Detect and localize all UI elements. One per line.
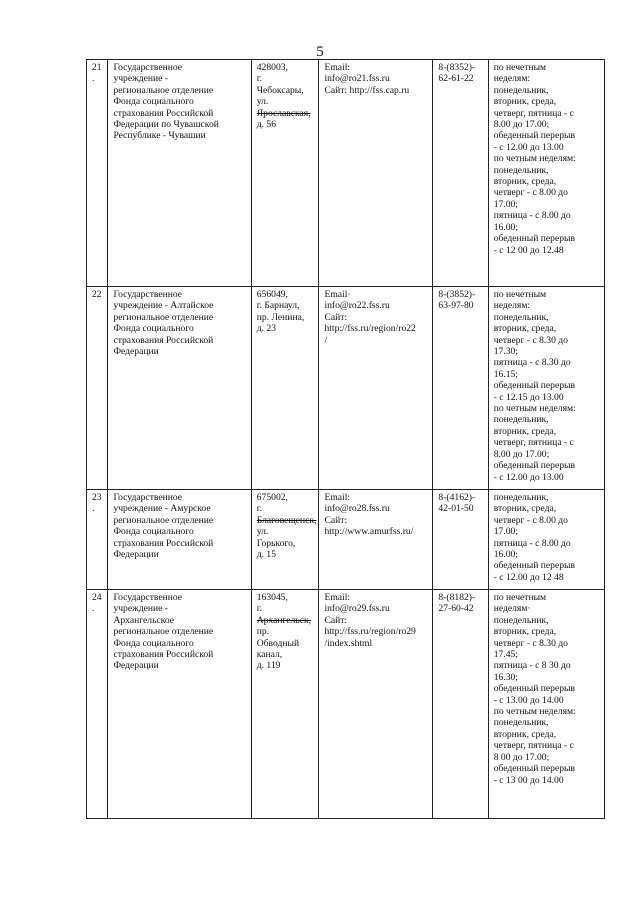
office-name: Государственное учреждение - Амурское региональное отделение Фонда социального страхования Российской Федерации [108, 490, 251, 590]
office-phone: 8-(3852)- 63-97-80 [433, 287, 488, 490]
office-address: 675002, г. Благовещенск, ул. Горького, д. 15 [251, 490, 319, 590]
office-name: Государственное учреждение - Архангельское региональное отделение Фонда социального страхования Российской Федерации [108, 590, 251, 819]
office-address: 656049, г. Барнаул, пр. Ленина, д. 23 [251, 287, 319, 490]
office-hours: по нечетным неделям· понедельник, вторник, среда, четверг - с 8.30 до 17.45; пятница - с 8 30 до 16.30; обеденный перерыв - с 13.00 до 14.00 по четным неделям: понедельник, вторник, среда, четверг, пятница - с 8 00 до 17.00; обеденный перерыв - с 13 00 до 14.00 [488, 590, 604, 819]
office-contacts [319, 490, 433, 590]
row-number: 23. [87, 490, 108, 590]
office-hours: по нечетным неделям: понедельник, вторник, среда, четверг - с 8.30 до 17.30; пятница - с 8.30 до 16.15; обеденный перерыв - с 12.15 до 13.00 по четным неделям: понедельник, вторник, среда, четверг, пятница - с 8.00 до 17.00; обеденный перерыв - с 12.00 до 13.00 [488, 287, 604, 490]
email-label: Email: [324, 592, 351, 603]
site-label: Сайт: [324, 84, 348, 96]
fss-offices-table [86, 59, 605, 819]
office-address: 163045, г. Архангельск, пр. Обводный канал, д. 119 [251, 590, 319, 819]
office-address: 428003, г. Чебоксары, ул. Ярославская, д. 56 [251, 60, 319, 287]
office-contacts [319, 590, 433, 819]
office-hours: по нечетным неделям: понедельник, вторник, среда, четверг, пятница - с 8.00 до 17.00; обеденный перерыв - с 12.00 до 13.00 по четным неделям: понедельник, вторник, среда, четверг - с 8.00 до 17.00; пятница - с 8.00 до 16.00; обеденный перерыв - с 12 00 до 12.48 [488, 60, 604, 287]
email-link[interactable]: info@ro29.fss.ru [324, 603, 390, 615]
email-link[interactable]: info@ro21.fss.ru [324, 73, 390, 85]
email-link[interactable]: info@ro22.fss.ru [324, 300, 390, 312]
site-label: Сайт: [324, 311, 348, 323]
table-row [87, 590, 605, 819]
office-name: Государственное учреждение - Алтайское региональное отделение Фонда социального страхования Российской Федерации [108, 287, 251, 490]
email-link[interactable]: info@ro28.fss.ru [324, 503, 390, 515]
email-label: Email: [324, 62, 351, 73]
office-hours: понедельник, вторник, среда, четверг - с 8.00 до 17.00; пятница - с 8.00 до 16.00; обеденный перерыв - с 12.00 до 12 48 [488, 490, 604, 590]
office-contacts [319, 287, 433, 490]
office-contacts [319, 60, 433, 287]
office-phone: 8-(4162)- 42-01-50 [433, 490, 488, 590]
row-number: 24. [87, 590, 108, 819]
email-label: Email· [324, 289, 351, 300]
page-number: 5 [316, 44, 324, 60]
table-row [87, 490, 605, 590]
site-link[interactable]: http://fss.cap.ru [349, 84, 410, 96]
site-link[interactable]: http://fss.ru/region/ro29 /index.shtml [324, 626, 416, 649]
site-label: Сайт: [324, 614, 348, 626]
site-link[interactable]: http://www.amurfss.ru/ [324, 526, 414, 538]
row-number: 22 [87, 287, 108, 490]
site-link[interactable]: http://fss.ru/region/ro22 / [324, 323, 416, 346]
row-number: 21. [87, 60, 108, 287]
office-name: Государственное учреждение - региональное отделение Фонда социального страхования Российской Федерации по Чувашской Республике - Чувашии [108, 60, 251, 287]
table-row [87, 60, 605, 287]
site-label: Сайт: [324, 514, 348, 526]
office-phone: 8-(8352)- 62-61-22 [433, 60, 488, 287]
table-row [87, 287, 605, 490]
office-phone: 8-(8182)- 27-60-42 [433, 590, 488, 819]
email-label: Email: [324, 492, 351, 503]
